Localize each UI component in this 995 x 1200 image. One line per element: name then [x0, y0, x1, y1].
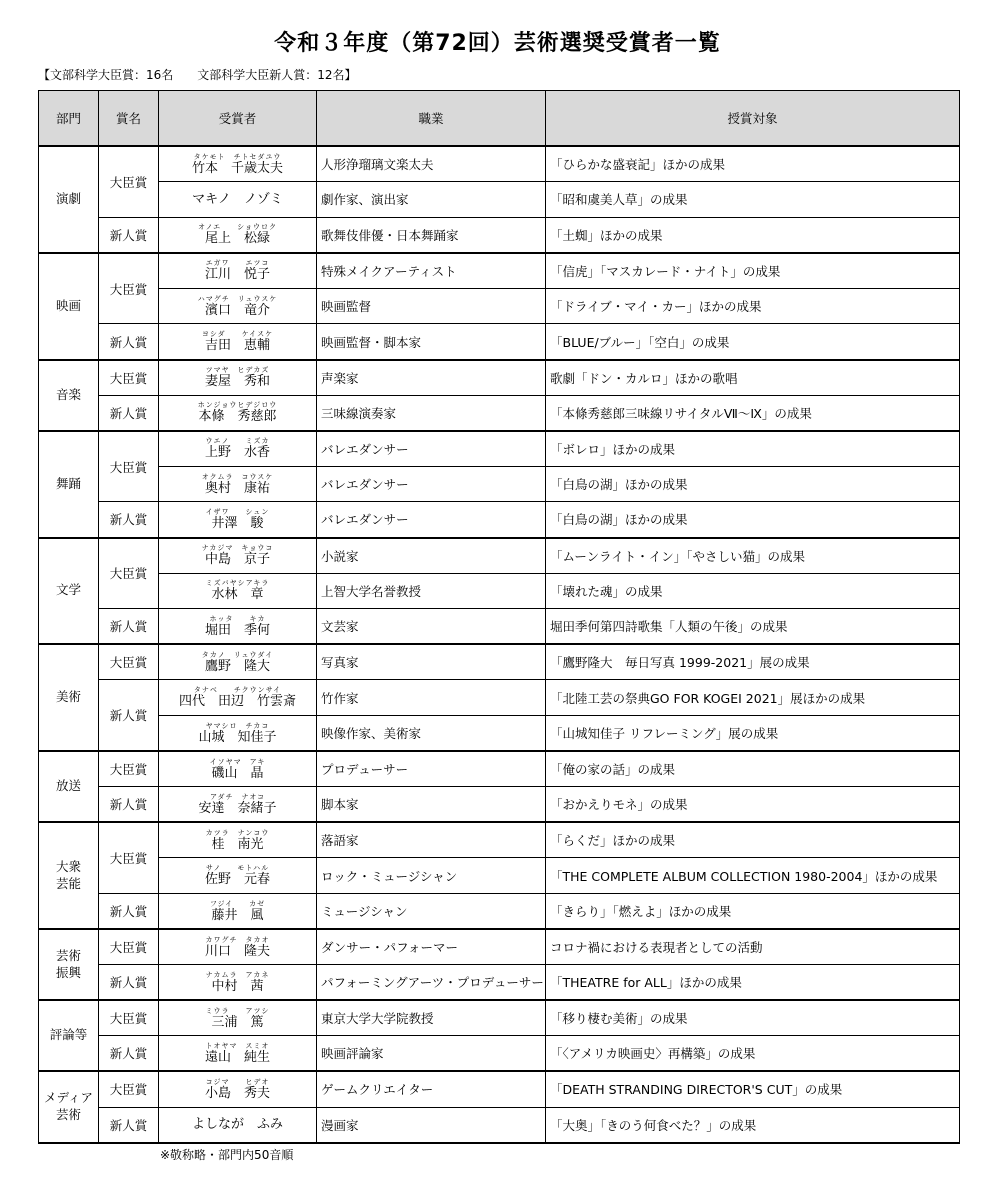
award-target-cell: 「白鳥の湖」ほかの成果	[546, 466, 960, 502]
recipient-furigana: トオヤマ スミオ	[205, 1041, 270, 1050]
occupation-cell: 歌舞伎俳優・日本舞踊家	[317, 217, 546, 253]
recipient-name: 妻屋 秀和	[204, 374, 270, 390]
prize-cell: 大臣賞	[99, 929, 159, 965]
award-target-cell: 歌劇「ドン・カルロ」ほかの歌唱	[546, 360, 960, 396]
award-target-cell: 「ボレロ」ほかの成果	[546, 431, 960, 467]
recipient-cell	[159, 502, 317, 538]
recipient-furigana: オノエ ショウロク	[197, 223, 278, 232]
table-row	[39, 787, 960, 823]
recipient-furigana: ウエノ ミズカ	[205, 437, 270, 446]
recipient-cell	[159, 893, 317, 929]
occupation-cell: 文芸家	[317, 609, 546, 645]
award-target-cell: 「信虎」「マスカレード・ナイト」の成果	[546, 253, 960, 289]
prize-cell: 大臣賞	[99, 1071, 159, 1107]
footnote: ※敬称略・部門内50音順	[160, 1148, 294, 1162]
occupation-cell: 特殊メイクアーティスト	[317, 253, 546, 289]
award-target-cell: 堀田季何第四詩歌集「人類の午後」の成果	[546, 609, 960, 645]
table-row	[39, 680, 960, 716]
award-target-cell: 「THEATRE for ALL」ほかの成果	[546, 965, 960, 1001]
award-target-cell: 「BLUE/ブルー」「空白」の成果	[546, 324, 960, 360]
occupation-cell: 上智大学名誉教授	[317, 573, 546, 609]
department-cell: 音楽	[39, 360, 99, 431]
header-recipient: 受賞者	[159, 91, 317, 147]
recipient-cell	[159, 431, 317, 467]
table-row	[39, 965, 960, 1001]
header-target: 授賞対象	[546, 91, 960, 147]
prize-cell: 大臣賞	[99, 822, 159, 893]
award-target-cell: 「本條秀慈郎三味線リサイタルⅦ～Ⅸ」の成果	[546, 395, 960, 431]
prize-cell: 大臣賞	[99, 253, 159, 324]
table-row	[39, 1036, 960, 1072]
recipient-furigana: ナカムラ アカネ	[205, 970, 270, 979]
recipient-name: 川口 隆夫	[204, 943, 270, 959]
award-count-summary: 【文部科学大臣賞：16名 文部科学大臣新人賞：12名】	[38, 68, 357, 82]
recipient-cell	[159, 609, 317, 645]
recipient-name: よしなが ふみ	[191, 1117, 283, 1133]
occupation-cell: プロデューサー	[317, 751, 546, 787]
header-department: 部門	[39, 91, 99, 147]
award-target-cell: コロナ禍における表現者としての活動	[546, 929, 960, 965]
table-row	[39, 1071, 960, 1107]
department-cell: 舞踊	[39, 431, 99, 538]
prize-cell: 新人賞	[99, 609, 159, 645]
prize-cell: 大臣賞	[99, 1000, 159, 1036]
recipient-cell	[159, 360, 317, 396]
page-title: 令和３年度（第72回）芸術選奨受賞者一覧	[274, 31, 721, 56]
recipient-name: 井澤 駿	[211, 515, 264, 531]
recipient-furigana: オクムラ コウスケ	[201, 472, 274, 481]
recipient-name: 水林 章	[211, 587, 264, 603]
award-target-cell: 「山城知佳子 リフレーミング」展の成果	[546, 716, 960, 752]
award-target-cell: 「土蜘」ほかの成果	[546, 217, 960, 253]
recipient-name: 安達 奈緒子	[198, 800, 277, 816]
recipient-furigana: ミズバヤシアキラ	[205, 579, 270, 588]
occupation-cell: パフォーミングアーツ・プロデューサー	[317, 965, 546, 1001]
award-target-cell: 「ひらかな盛衰記」ほかの成果	[546, 146, 960, 182]
recipient-name: 竹本 千歳太夫	[191, 160, 283, 176]
prize-cell: 大臣賞	[99, 644, 159, 680]
recipient-cell	[159, 822, 317, 858]
recipient-cell	[159, 751, 317, 787]
table-row	[39, 1107, 960, 1143]
table-row	[39, 609, 960, 645]
recipient-cell	[159, 1036, 317, 1072]
header-prize: 賞名	[99, 91, 159, 147]
department-cell: 評論等	[39, 1000, 99, 1071]
recipient-furigana: イソヤマ アキ	[209, 757, 266, 766]
prize-cell: 新人賞	[99, 395, 159, 431]
occupation-cell: 小説家	[317, 538, 546, 574]
recipient-furigana: サノ モトハル	[205, 864, 270, 873]
table-row	[39, 822, 960, 858]
occupation-cell: 映画評論家	[317, 1036, 546, 1072]
occupation-cell: 映像作家、美術家	[317, 716, 546, 752]
recipient-furigana: ミウラ アツシ	[205, 1006, 270, 1015]
table-row	[39, 324, 960, 360]
prize-cell: 新人賞	[99, 502, 159, 538]
department-cell: 映画	[39, 253, 99, 360]
recipient-cell	[159, 395, 317, 431]
occupation-cell: バレエダンサー	[317, 502, 546, 538]
prize-cell: 大臣賞	[99, 360, 159, 396]
table-row	[39, 253, 960, 289]
prize-cell: 新人賞	[99, 217, 159, 253]
recipient-name: 吉田 恵輔	[204, 338, 270, 354]
award-target-cell: 「昭和虞美人草」の成果	[546, 182, 960, 218]
table-row	[39, 538, 960, 574]
recipient-cell	[159, 965, 317, 1001]
award-target-cell: 「おかえりモネ」の成果	[546, 787, 960, 823]
recipient-cell	[159, 217, 317, 253]
table-row	[39, 217, 960, 253]
award-target-cell: 「俺の家の話」の成果	[546, 751, 960, 787]
table-row	[39, 502, 960, 538]
table-row	[39, 431, 960, 467]
occupation-cell: 脚本家	[317, 787, 546, 823]
recipient-name: 中村 茜	[211, 978, 264, 994]
occupation-cell: 人形浄瑠璃文楽太夫	[317, 146, 546, 182]
department-cell: 文学	[39, 538, 99, 645]
recipient-name: 上野 水香	[204, 445, 270, 461]
table-row	[39, 644, 960, 680]
recipient-cell	[159, 680, 317, 716]
recipient-furigana: ナカジマ キョウコ	[201, 544, 274, 553]
table-row	[39, 1000, 960, 1036]
recipient-cell	[159, 538, 317, 574]
occupation-cell: ロック・ミュージシャン	[317, 858, 546, 894]
recipient-cell	[159, 858, 317, 894]
award-target-cell: 「壊れた魂」の成果	[546, 573, 960, 609]
recipient-name: 藤井 風	[211, 907, 264, 923]
recipient-cell	[159, 929, 317, 965]
occupation-cell: 落語家	[317, 822, 546, 858]
occupation-cell: 映画監督・脚本家	[317, 324, 546, 360]
occupation-cell: 三味線演奏家	[317, 395, 546, 431]
award-target-cell: 「白鳥の湖」ほかの成果	[546, 502, 960, 538]
recipient-name: 小島 秀夫	[204, 1085, 270, 1101]
recipient-furigana: エガワ エツコ	[205, 259, 270, 268]
department-cell: 大衆 芸能	[39, 822, 99, 929]
table-header-row	[39, 91, 960, 147]
table-row	[39, 466, 960, 502]
table-row	[39, 573, 960, 609]
prize-cell: 大臣賞	[99, 146, 159, 217]
recipient-name: 奥村 康祐	[204, 480, 270, 496]
prize-cell: 新人賞	[99, 787, 159, 823]
recipient-cell	[159, 182, 317, 218]
recipient-furigana: カツラ ナンコウ	[205, 828, 270, 837]
recipient-furigana: タケモト チトセダユウ	[193, 152, 282, 161]
award-target-cell: 「THE COMPLETE ALBUM COLLECTION 1980-2004」ほかの成果	[546, 858, 960, 894]
recipient-name: 江川 悦子	[204, 267, 270, 283]
prize-cell: 大臣賞	[99, 751, 159, 787]
table-row	[39, 751, 960, 787]
prize-cell: 新人賞	[99, 1036, 159, 1072]
recipient-cell	[159, 716, 317, 752]
header-occupation: 職業	[317, 91, 546, 147]
award-target-cell: 「DEATH STRANDING DIRECTOR'S CUT」の成果	[546, 1071, 960, 1107]
table-row	[39, 893, 960, 929]
occupation-cell: 東京大学大学院教授	[317, 1000, 546, 1036]
occupation-cell: ミュージシャン	[317, 893, 546, 929]
department-cell: 演劇	[39, 146, 99, 253]
table-row	[39, 858, 960, 894]
recipient-furigana: タナベ チクウンサイ	[193, 686, 282, 695]
recipient-furigana: ハマグチ リュウスケ	[197, 294, 278, 303]
occupation-cell: 劇作家、演出家	[317, 182, 546, 218]
award-target-cell: 「ドライブ・マイ・カー」ほかの成果	[546, 288, 960, 324]
table-row	[39, 146, 960, 182]
table-row	[39, 182, 960, 218]
recipient-cell	[159, 1071, 317, 1107]
occupation-cell: 漫画家	[317, 1107, 546, 1143]
recipient-name: 鷹野 隆大	[204, 658, 270, 674]
recipient-name: 堀田 季何	[204, 622, 270, 638]
recipient-cell	[159, 288, 317, 324]
occupation-cell: 写真家	[317, 644, 546, 680]
recipient-furigana: ホッタ キカ	[209, 614, 266, 623]
award-target-cell: 「らくだ」ほかの成果	[546, 822, 960, 858]
award-target-cell: 「ムーンライト・イン」「やさしい猫」の成果	[546, 538, 960, 574]
recipient-name: 山城 知佳子	[198, 729, 277, 745]
occupation-cell: 映画監督	[317, 288, 546, 324]
prize-cell: 新人賞	[99, 965, 159, 1001]
recipient-furigana: イザワ シュン	[205, 507, 270, 516]
recipient-cell	[159, 573, 317, 609]
recipient-furigana: ヤマシロ チカコ	[205, 721, 270, 730]
occupation-cell: 竹作家	[317, 680, 546, 716]
award-target-cell: 「移り棲む美術」の成果	[546, 1000, 960, 1036]
recipient-furigana: ホンジョウヒデジロウ	[197, 401, 278, 410]
recipient-furigana: ヨシダ ケイスケ	[201, 330, 274, 339]
prize-cell: 新人賞	[99, 324, 159, 360]
award-target-cell: 「北陸工芸の祭典GO FOR KOGEI 2021」展ほかの成果	[546, 680, 960, 716]
occupation-cell: ダンサー・パフォーマー	[317, 929, 546, 965]
recipient-furigana: コジマ ヒデオ	[205, 1077, 270, 1086]
recipient-name: 四代 田辺 竹雲斎	[178, 694, 296, 710]
recipient-name: 三浦 篤	[211, 1014, 264, 1030]
recipient-name: 佐野 元春	[204, 872, 270, 888]
table-row	[39, 288, 960, 324]
recipient-cell	[159, 787, 317, 823]
prize-cell: 新人賞	[99, 1107, 159, 1143]
table-row	[39, 360, 960, 396]
recipient-furigana: フジイ カゼ	[209, 899, 266, 908]
table-row	[39, 395, 960, 431]
recipient-cell	[159, 644, 317, 680]
recipient-cell	[159, 146, 317, 182]
award-target-cell: 「きらり」「燃えよ」ほかの成果	[546, 893, 960, 929]
recipient-name: マキノ ノゾミ	[192, 191, 283, 207]
recipient-cell	[159, 1107, 317, 1143]
recipient-name: 遠山 純生	[204, 1049, 270, 1065]
department-cell: 芸術 振興	[39, 929, 99, 1000]
recipient-cell	[159, 1000, 317, 1036]
prize-cell: 新人賞	[99, 680, 159, 751]
recipient-name: 中島 京子	[204, 552, 270, 568]
recipient-name: 本條 秀慈郎	[198, 409, 277, 425]
recipient-name: 尾上 松緑	[204, 231, 270, 247]
occupation-cell: ゲームクリエイター	[317, 1071, 546, 1107]
awards-body	[39, 146, 960, 1143]
prize-cell: 大臣賞	[99, 431, 159, 502]
recipient-cell	[159, 466, 317, 502]
award-target-cell: 「〈アメリカ映画史〉再構築」の成果	[546, 1036, 960, 1072]
recipient-furigana: タカノ リュウダイ	[201, 650, 274, 659]
department-cell: メディア 芸術	[39, 1071, 99, 1142]
table-row	[39, 929, 960, 965]
awards-table	[38, 90, 960, 1144]
recipient-name: 桂 南光	[211, 836, 264, 852]
recipient-cell	[159, 253, 317, 289]
table-row	[39, 716, 960, 752]
recipient-furigana: ツマヤ ヒデカズ	[205, 366, 270, 375]
occupation-cell: バレエダンサー	[317, 431, 546, 467]
department-cell: 放送	[39, 751, 99, 822]
recipient-furigana: アダチ ナオコ	[209, 792, 266, 801]
occupation-cell: 声楽家	[317, 360, 546, 396]
recipient-name: 濱口 竜介	[204, 302, 270, 318]
occupation-cell: バレエダンサー	[317, 466, 546, 502]
award-target-cell: 「大奥」「きのう何食べた？」の成果	[546, 1107, 960, 1143]
department-cell: 美術	[39, 644, 99, 751]
recipient-name: 磯山 晶	[211, 765, 264, 781]
recipient-cell	[159, 324, 317, 360]
prize-cell: 大臣賞	[99, 538, 159, 609]
recipient-furigana: カワグチ タカオ	[205, 935, 270, 944]
award-target-cell: 「鷹野隆大 毎日写真 1999-2021」展の成果	[546, 644, 960, 680]
prize-cell: 新人賞	[99, 893, 159, 929]
